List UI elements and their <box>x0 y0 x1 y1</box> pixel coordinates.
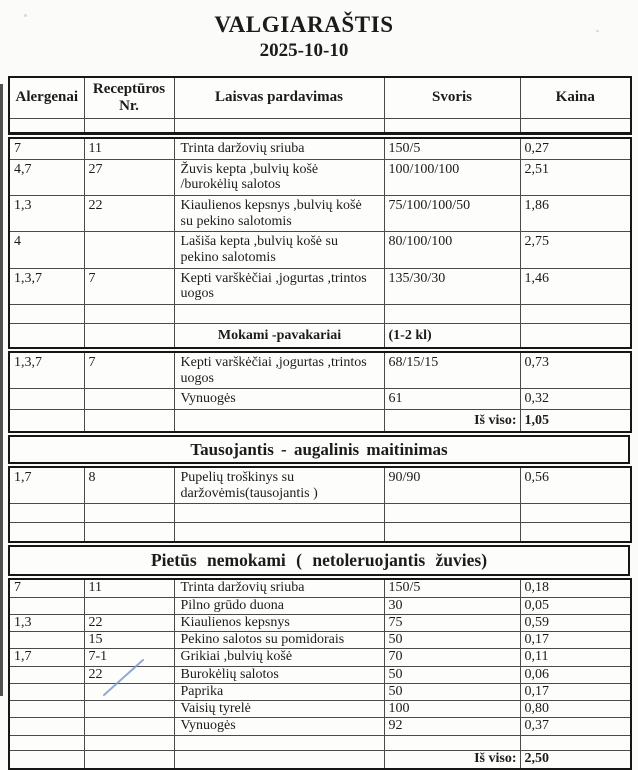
cell-recepturos-nr <box>84 523 174 543</box>
cell-kaina: 1,46 <box>520 268 631 304</box>
cell-recepturos-nr: 11 <box>84 138 174 159</box>
cell-kaina: 0,80 <box>520 701 631 718</box>
col-header-laisvas-pardavimas: Laisvas pardavimas <box>174 77 384 119</box>
empty-row <box>9 119 631 134</box>
section-title-row <box>9 436 629 463</box>
cell-alergenai <box>9 389 84 410</box>
tausojantis-section <box>8 466 632 543</box>
cell-recepturos-nr <box>84 718 174 735</box>
cell-recepturos-nr: 7-1 <box>84 649 174 666</box>
cell-dish: Trinta daržovių sriuba <box>174 138 384 159</box>
cell-alergenai: 1,3 <box>9 614 84 631</box>
cell-svoris <box>384 735 520 750</box>
cell-dish: Grikiai ,bulvių košė <box>174 649 384 666</box>
col-header-alergenai: Alergenai <box>9 77 84 119</box>
cell-alergenai: 7 <box>9 138 84 159</box>
cell-dish: Trinta daržovių sriuba <box>174 579 384 597</box>
cell-kaina: 0,32 <box>520 389 631 410</box>
cell-alergenai: 1,3,7 <box>9 268 84 304</box>
cell-kaina: 0,27 <box>520 138 631 159</box>
col-header-svoris: Svoris <box>384 77 520 119</box>
cell-dish: Pekino salotos su pomidorais <box>174 632 384 649</box>
cell-svoris: 30 <box>384 597 520 614</box>
cell-svoris <box>384 305 520 324</box>
free-sale-section <box>8 137 632 349</box>
scan-speck <box>596 30 599 32</box>
pen-stroke-mark <box>95 657 151 696</box>
total-label: Iš viso: <box>384 750 520 769</box>
cell-dish <box>174 504 384 523</box>
document-header <box>0 12 608 62</box>
cell-svoris: 61 <box>384 389 520 410</box>
cell-recepturos-nr <box>84 701 174 718</box>
document-title: VALGIARAŠTIS <box>214 12 394 37</box>
cell-svoris: 100/100/100 <box>384 159 520 195</box>
cell-alergenai <box>9 504 84 523</box>
subsection-note: (1-2 kl) <box>384 324 520 349</box>
cell-dish: Vynuogės <box>174 718 384 735</box>
cell-kaina: 0,56 <box>520 467 631 504</box>
cell-dish <box>174 735 384 750</box>
total-value: 2,50 <box>520 750 631 769</box>
table-row <box>9 579 631 597</box>
table-row <box>9 305 631 324</box>
table-row <box>9 701 631 718</box>
table-row <box>9 718 631 735</box>
cell-svoris: 92 <box>384 718 520 735</box>
cell-kaina: 0,59 <box>520 614 631 631</box>
cell-alergenai <box>9 632 84 649</box>
section-title: Tausojantis - augalinis maitinimas <box>9 436 629 463</box>
subsection-title: Mokami -pavakariai <box>174 324 384 349</box>
cell-dish: Kiaulienos kepsnys <box>174 614 384 631</box>
total-value: 1,05 <box>520 410 631 433</box>
cell-dish: Vaisių tyrelė <box>174 701 384 718</box>
cell-kaina: 0,17 <box>520 683 631 700</box>
cell-svoris: 50 <box>384 683 520 700</box>
cell-kaina: 0,37 <box>520 718 631 735</box>
cell-kaina <box>520 504 631 523</box>
scan-edge-shadow <box>0 84 3 696</box>
cell-svoris: 75/100/100/50 <box>384 196 520 232</box>
cell-dish: Kepti varškėčiai ,jogurtas ,trintos uogos <box>174 352 384 389</box>
cell-kaina: 0,18 <box>520 579 631 597</box>
cell-recepturos-nr <box>84 504 174 523</box>
table-row <box>9 614 631 631</box>
cell-svoris: 80/100/100 <box>384 232 520 268</box>
pietus-title-block <box>8 545 630 576</box>
cell-svoris: 75 <box>384 614 520 631</box>
cell-svoris: 50 <box>384 632 520 649</box>
cell-dish: Kiaulienos kepsnys ,bulvių košė su pekino salotomis <box>174 196 384 232</box>
cell-recepturos-nr <box>84 389 174 410</box>
cell-alergenai <box>9 666 84 683</box>
cell-kaina: 0,17 <box>520 632 631 649</box>
table-row <box>9 735 631 750</box>
pavakariai-section <box>8 351 632 433</box>
cell-alergenai <box>9 735 84 750</box>
cell-svoris: 90/90 <box>384 467 520 504</box>
cell-recepturos-nr: 7 <box>84 268 174 304</box>
cell-kaina: 0,06 <box>520 666 631 683</box>
table-row <box>9 597 631 614</box>
table-row <box>9 504 631 523</box>
cell-svoris: 68/15/15 <box>384 352 520 389</box>
cell-dish: Kepti varškėčiai ,jogurtas ,trintos uogos <box>174 268 384 304</box>
cell-alergenai: 1,7 <box>9 467 84 504</box>
cell-alergenai: 4,7 <box>9 159 84 195</box>
table-row <box>9 523 631 543</box>
table-row <box>9 467 631 504</box>
cell-recepturos-nr: 27 <box>84 159 174 195</box>
cell-recepturos-nr: 15 <box>84 632 174 649</box>
table-header-block <box>8 76 632 135</box>
cell-recepturos-nr: 11 <box>84 579 174 597</box>
cell-alergenai <box>9 523 84 543</box>
cell-svoris: 150/5 <box>384 579 520 597</box>
cell-recepturos-nr <box>84 735 174 750</box>
cell-svoris: 50 <box>384 666 520 683</box>
cell-kaina <box>520 523 631 543</box>
col-header-kaina: Kaina <box>520 77 631 119</box>
cell-dish: Lašiša kepta ,bulvių košė su pekino salotomis <box>174 232 384 268</box>
cell-recepturos-nr: 22 <box>84 614 174 631</box>
cell-kaina <box>520 735 631 750</box>
cell-svoris <box>384 504 520 523</box>
document-date: 2025-10-10 <box>259 40 349 61</box>
cell-svoris: 135/30/30 <box>384 268 520 304</box>
cell-recepturos-nr: 7 <box>84 352 174 389</box>
cell-dish: Pilno grūdo duona <box>174 597 384 614</box>
scan-speck <box>24 14 27 17</box>
cell-svoris: 70 <box>384 649 520 666</box>
table-row <box>9 138 631 159</box>
cell-alergenai <box>9 701 84 718</box>
cell-kaina: 2,51 <box>520 159 631 195</box>
subsection-header-row <box>9 324 631 349</box>
table-row <box>9 632 631 649</box>
cell-svoris: 150/5 <box>384 138 520 159</box>
cell-alergenai: 4 <box>9 232 84 268</box>
cell-recepturos-nr <box>84 597 174 614</box>
cell-kaina: 0,05 <box>520 597 631 614</box>
table-row <box>9 196 631 232</box>
total-label: Iš viso: <box>384 410 520 433</box>
cell-dish: Vynuogės <box>174 389 384 410</box>
free-sale-rows <box>9 138 631 324</box>
table-row <box>9 389 631 410</box>
column-header-row <box>9 77 631 119</box>
section-total-row <box>9 410 631 433</box>
section-total-row <box>9 750 631 769</box>
table-row <box>9 159 631 195</box>
cell-dish: Žuvis kepta ,bulvių košė /burokėlių salotos <box>174 159 384 195</box>
cell-recepturos-nr: 22 <box>84 666 174 683</box>
cell-kaina: 0,11 <box>520 649 631 666</box>
table-row <box>9 268 631 304</box>
cell-dish <box>174 305 384 324</box>
cell-recepturos-nr <box>84 232 174 268</box>
cell-svoris: 100 <box>384 701 520 718</box>
table-row <box>9 352 631 389</box>
section-title-row <box>9 546 629 575</box>
cell-dish: Pupelių troškinys su daržovėmis(tausojantis ) <box>174 467 384 504</box>
cell-alergenai <box>9 683 84 700</box>
cell-alergenai: 1,7 <box>9 649 84 666</box>
tausojantis-rows <box>9 467 631 542</box>
cell-kaina: 1,86 <box>520 196 631 232</box>
cell-alergenai <box>9 718 84 735</box>
cell-alergenai: 7 <box>9 579 84 597</box>
cell-svoris <box>384 523 520 543</box>
cell-kaina <box>520 305 631 324</box>
cell-dish: Burokėlių salotos <box>174 666 384 683</box>
cell-dish <box>174 523 384 543</box>
tausojantis-title-block <box>8 435 630 464</box>
cell-alergenai <box>9 305 84 324</box>
pavakariai-rows <box>9 352 631 410</box>
table-row <box>9 232 631 268</box>
cell-alergenai <box>9 597 84 614</box>
col-header-recepturos-nr: Receptūros Nr. <box>84 77 174 119</box>
section-title: Pietūs nemokami ( netoleruojantis žuvies) <box>9 546 629 575</box>
cell-dish: Paprika <box>174 683 384 700</box>
cell-kaina: 2,75 <box>520 232 631 268</box>
cell-alergenai: 1,3,7 <box>9 352 84 389</box>
cell-recepturos-nr <box>84 305 174 324</box>
cell-kaina: 0,73 <box>520 352 631 389</box>
cell-alergenai: 1,3 <box>9 196 84 232</box>
cell-recepturos-nr: 22 <box>84 196 174 232</box>
cell-recepturos-nr: 8 <box>84 467 174 504</box>
